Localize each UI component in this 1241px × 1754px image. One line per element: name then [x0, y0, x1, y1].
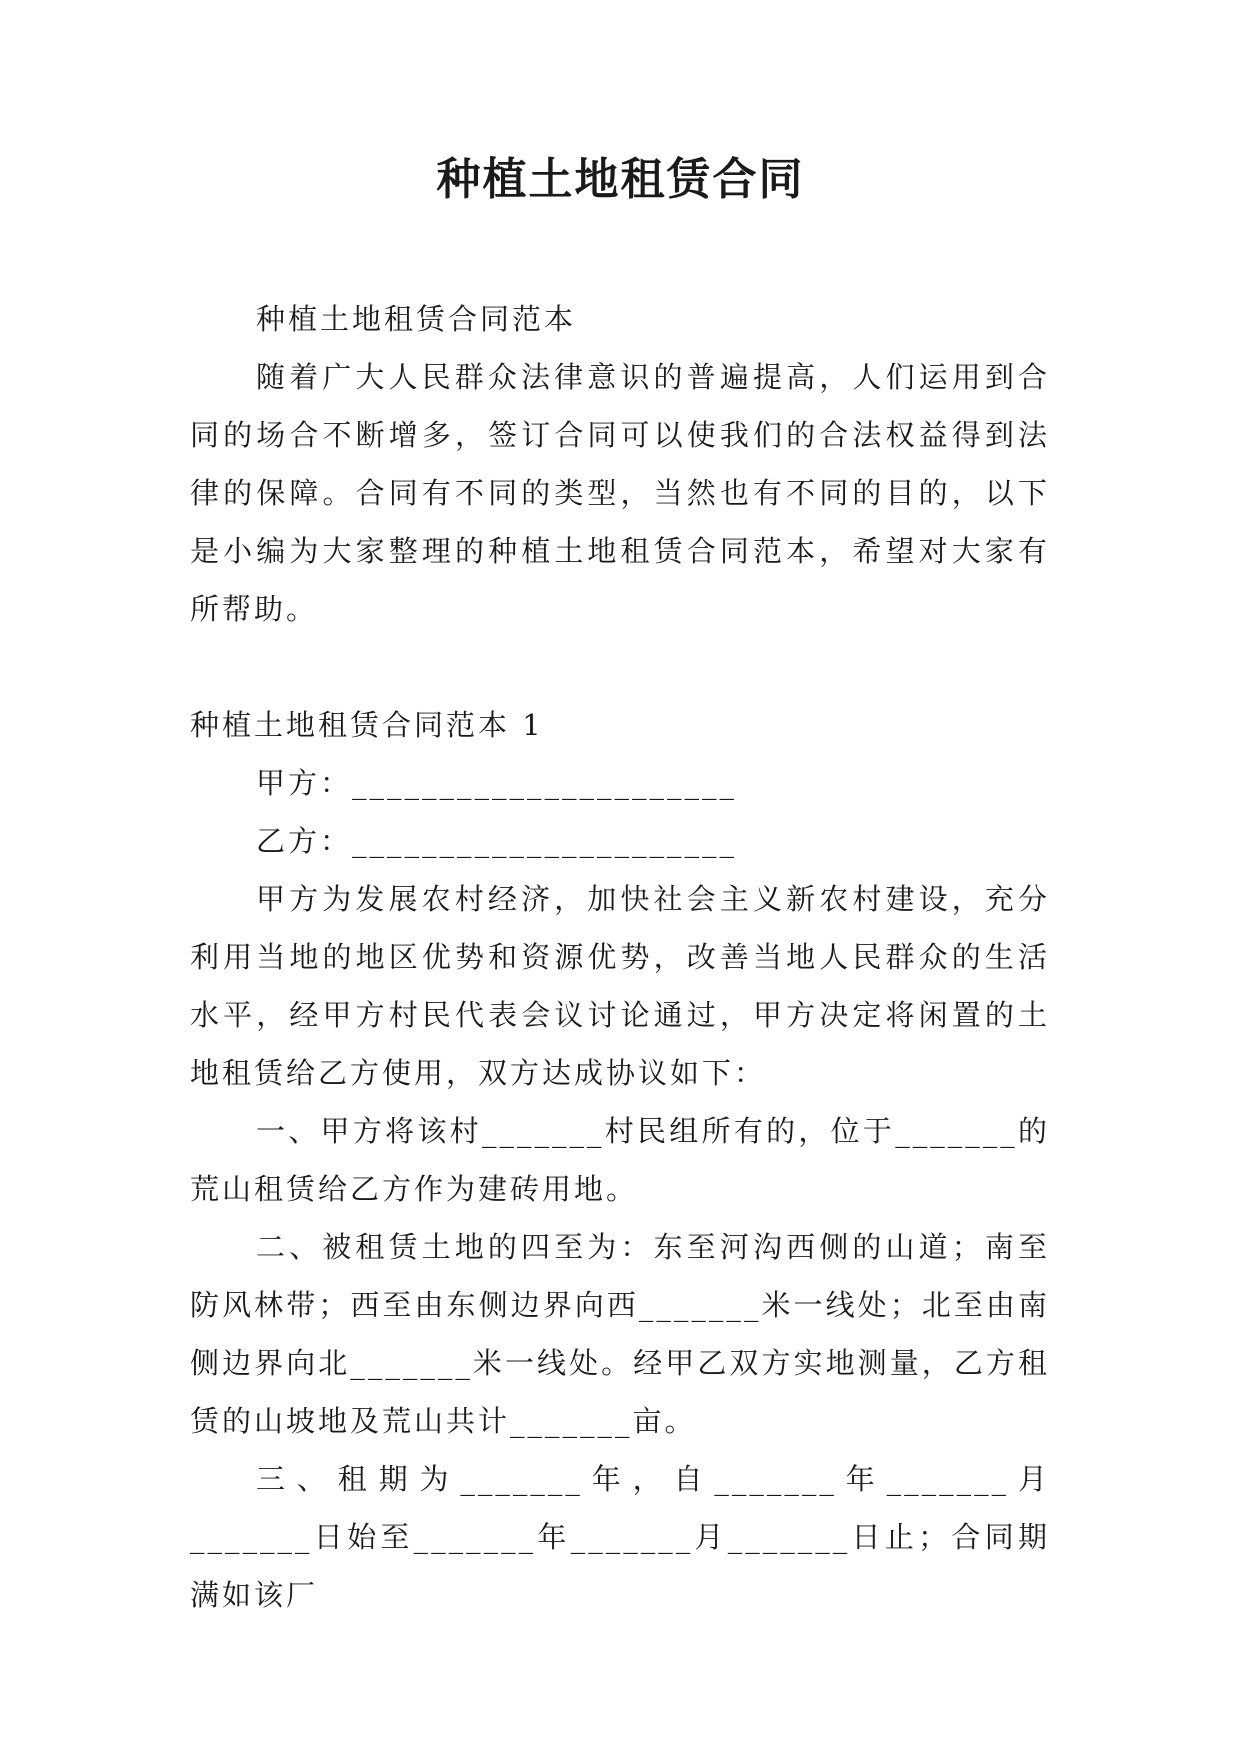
paragraph-subtitle: 种植土地租赁合同范本 — [256, 302, 577, 336]
document-body — [190, 290, 1050, 1624]
paragraph-clause-2: 二、被租赁土地的四至为：东至河沟西侧的山道；南至防风林带；西至由东侧边界向西_______米一线处；北至由南侧边界向北_______米一线处。经甲乙双方实地测量，乙方租赁的山坡地及荒山共计_______亩。 — [190, 1230, 1050, 1438]
document-title: 种植土地租赁合同 — [436, 154, 805, 205]
paragraph-party-b: 乙方：______________________ — [256, 824, 738, 858]
paragraph-section-heading: 种植土地租赁合同范本 1 — [190, 708, 544, 742]
paragraph-intro: 随着广大人民群众法律意识的普遍提高，人们运用到合同的场合不断增多，签订合同可以使我们的合法权益得到法律的保障。合同有不同的类型，当然也有不同的目的，以下是小编为大家整理的种植土地租赁合同范本，希望对大家有所帮助。 — [190, 360, 1050, 626]
paragraph-party-a: 甲方：______________________ — [256, 766, 738, 800]
paragraph-gap — [190, 638, 1050, 696]
paragraph-preamble: 甲方为发展农村经济，加快社会主义新农村建设，充分利用当地的地区优势和资源优势，改善当地人民群众的生活水平，经甲方村民代表会议讨论通过，甲方决定将闲置的土地租赁给乙方使用，双方达成协议如下： — [190, 882, 1050, 1090]
paragraph-clause-1: 一、甲方将该村_______村民组所有的，位于_______的荒山租赁给乙方作为建砖用地。 — [190, 1114, 1050, 1206]
paragraph-clause-3: 三、租期为_______年，自_______年_______月_______日始至_______年_______月_______日止；合同期满如该厂 — [190, 1462, 1050, 1612]
